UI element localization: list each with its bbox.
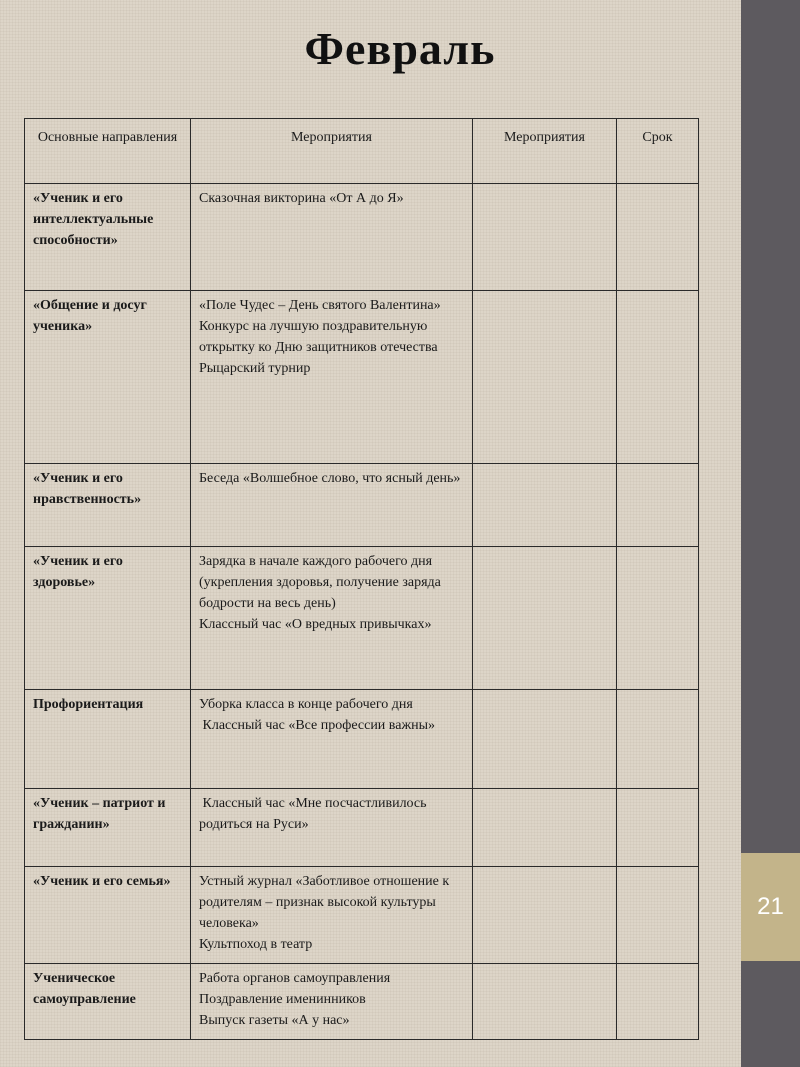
direction-cell: «Ученик – патриот и гражданин» (25, 789, 191, 867)
events-cell (191, 547, 473, 690)
table-row (25, 964, 699, 1040)
events2-cell (473, 690, 617, 789)
events-cell (191, 464, 473, 547)
event-item: Зарядка в начале каждого рабочего дня (укрепления здоровья, получение заряда бодрости на весь день) (199, 554, 445, 611)
event-item: Классный час «Все профессии важны» (199, 718, 436, 733)
event-item: Культпоход в театр (199, 937, 313, 952)
table-header-row (25, 119, 699, 184)
table-row (25, 547, 699, 690)
event-item: Сказочная викторина «От А до Я» (199, 191, 404, 206)
events-cell (191, 690, 473, 789)
event-item: Рыцарский турнир (199, 361, 311, 376)
event-item: Конкурс на лучшую поздравительную открытку ко Дню защитников отечества (199, 319, 438, 355)
term-cell (617, 184, 699, 291)
event-item: Устный журнал «Заботливое отношение к родителям – признак высокой культуры человека» (199, 874, 453, 931)
events-cell (191, 184, 473, 291)
direction-cell: Профориентация (25, 690, 191, 789)
events2-cell (473, 291, 617, 464)
direction-cell: «Ученик и его интеллектуальные способности» (25, 184, 191, 291)
table-row (25, 291, 699, 464)
header-events-2: Мероприятия (473, 119, 617, 184)
event-item: Поздравление именинников (199, 992, 366, 1007)
direction-cell: «Ученик и его нравственность» (25, 464, 191, 547)
direction-cell: Ученическое самоуправление (25, 964, 191, 1040)
event-item: «Поле Чудес – День святого Валентина» (199, 298, 441, 313)
events-table (24, 118, 699, 1040)
table-row (25, 464, 699, 547)
table-row (25, 789, 699, 867)
term-cell (617, 789, 699, 867)
event-item: Беседа «Волшебное слово, что ясный день» (199, 471, 461, 486)
direction-cell: «Ученик и его здоровье» (25, 547, 191, 690)
term-cell (617, 867, 699, 964)
events2-cell (473, 867, 617, 964)
event-item: Выпуск газеты «А у нас» (199, 1013, 350, 1028)
events2-cell (473, 964, 617, 1040)
events-cell (191, 789, 473, 867)
event-item: Классный час «О вредных привычках» (199, 617, 432, 632)
table-row (25, 184, 699, 291)
term-cell (617, 690, 699, 789)
events-cell (191, 291, 473, 464)
events2-cell (473, 184, 617, 291)
direction-cell: «Ученик и его семья» (25, 867, 191, 964)
header-events: Мероприятия (191, 119, 473, 184)
table-row (25, 690, 699, 789)
event-item: Работа органов самоуправления (199, 971, 391, 986)
page-number: 21 (757, 893, 784, 920)
term-cell (617, 291, 699, 464)
page-number-badge (741, 853, 800, 961)
term-cell (617, 964, 699, 1040)
direction-cell: «Общение и досуг ученика» (25, 291, 191, 464)
events2-cell (473, 464, 617, 547)
event-item: Уборка класса в конце рабочего дня (199, 697, 413, 712)
table-row (25, 867, 699, 964)
events-cell (191, 867, 473, 964)
event-item: Классный час «Мне посчастливилось родиться на Руси» (199, 796, 431, 832)
header-directions: Основные направления (25, 119, 191, 184)
page-title: Февраль (304, 23, 496, 74)
term-cell (617, 464, 699, 547)
events-cell (191, 964, 473, 1040)
events2-cell (473, 547, 617, 690)
term-cell (617, 547, 699, 690)
header-term: Срок (617, 119, 699, 184)
events2-cell (473, 789, 617, 867)
